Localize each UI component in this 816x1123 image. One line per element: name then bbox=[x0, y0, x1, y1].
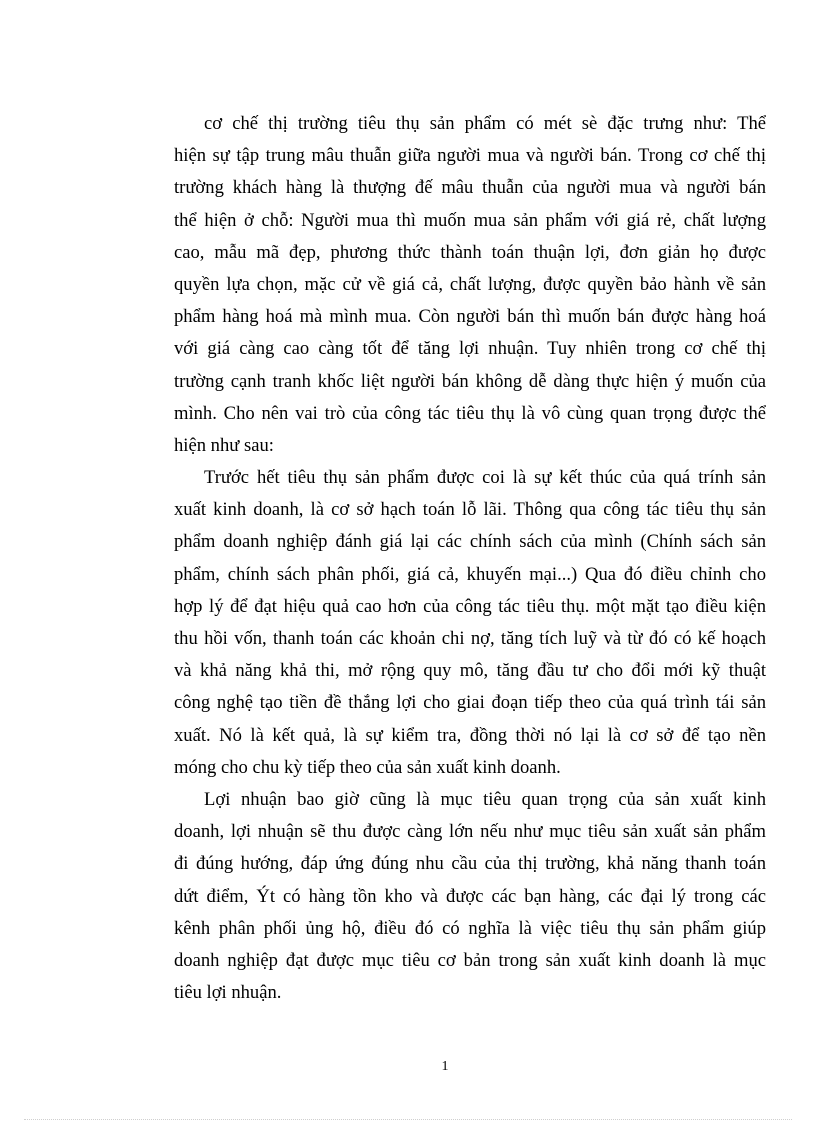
paragraph bbox=[174, 108, 766, 462]
body-text bbox=[174, 108, 766, 1009]
text-line: móng cho chu kỳ tiếp theo của sản xuất kinh doanh. bbox=[174, 756, 561, 778]
text-line: thu hồi vốn, thanh toán các khoản chi nợ, tăng tích luỹ và từ đó có kế hoạch bbox=[174, 628, 766, 649]
text-line: cao, mẫu mã đẹp, phương thức thành toán thuận lợi, đơn giản họ được bbox=[174, 241, 766, 263]
text-line: công nghệ tạo tiền đề thắng lợi cho giai đoạn tiếp theo của quá trình tái sản bbox=[174, 692, 766, 714]
text-line: Lợi nhuận bao giờ cũng là mục tiêu quan trọng của sản xuất kinh bbox=[204, 788, 766, 810]
text-line: trường cạnh tranh khốc liệt người bán không dễ dàng thực hiện ý muốn của bbox=[174, 370, 766, 392]
text-line: tiêu lợi nhuận. bbox=[174, 982, 282, 1004]
paragraph bbox=[174, 462, 766, 784]
text-line: Trước hết tiêu thụ sản phẩm được coi là sự kết thúc của quá trính sản bbox=[204, 467, 766, 489]
text-line: phẩm doanh nghiệp đánh giá lại các chính sách của mình (Chính sách sản bbox=[174, 531, 766, 553]
text-line: hiện như sau: bbox=[174, 434, 274, 456]
text-line: trường khách hàng là thượng đế mâu thuẫn của người mua và người bán bbox=[174, 177, 766, 199]
text-line: xuất kinh doanh, là cơ sở hạch toán lỗ lãi. Thông qua công tác tiêu thụ sản bbox=[174, 499, 766, 521]
text-line: phẩm hàng hoá mà mình mua. Còn người bán thì muốn bán được hàng hoá bbox=[174, 306, 766, 328]
text-line: phẩm, chính sách phân phối, giá cả, khuyến mại...) Qua đó điều chỉnh cho bbox=[174, 563, 766, 585]
text-line: mình. Cho nên vai trò của công tác tiêu thụ là vô cùng quan trọng được thể bbox=[174, 402, 766, 424]
text-line: và khả năng khả thi, mở rộng quy mô, tăng đầu tư cho đổi mới kỹ thuật bbox=[174, 660, 766, 682]
text-line: với giá càng cao càng tốt để tăng lợi nhuận. Tuy nhiên trong cơ chế thị bbox=[174, 338, 766, 360]
text-line: đi đúng hướng, đáp ứng đúng nhu cầu của thị trường, khả năng thanh toán bbox=[174, 853, 766, 875]
text-line: doanh nghiệp đạt được mục tiêu cơ bản trong sản xuất kinh doanh là mục bbox=[174, 949, 766, 971]
text-line: xuất. Nó là kết quả, là sự kiểm tra, đồng thời nó lại là cơ sở để tạo nền bbox=[174, 724, 766, 746]
text-line: cơ chế thị trường tiêu thụ sản phẩm có mét sè đặc trưng như: Thể bbox=[204, 113, 766, 134]
text-line: hiện sự tập trung mâu thuẫn giữa người mua và người bán. Trong cơ chế thị bbox=[174, 145, 766, 167]
text-line: hợp lý để đạt hiệu quả cao hơn của công tác tiêu thụ. một mặt tạo điều kiện bbox=[174, 595, 766, 617]
paragraph bbox=[174, 784, 766, 1009]
text-line: dứt điểm, Ýt có hàng tồn kho và được các bạn hàng, các đại lý trong các bbox=[174, 885, 766, 907]
text-line: kênh phân phối ủng hộ, điều đó có nghĩa là việc tiêu thụ sản phẩm giúp bbox=[174, 917, 766, 939]
text-line: quyền lựa chọn, mặc cử về giá cả, chất lượng, được quyền bảo hành về sản bbox=[174, 273, 766, 295]
page-bottom-edge bbox=[24, 1119, 792, 1120]
page-number: 1 bbox=[441, 1059, 449, 1074]
text-line: doanh, lợi nhuận sẽ thu được càng lớn nếu như mục tiêu sản xuất sản phẩm bbox=[174, 821, 766, 843]
text-line: thể hiện ở chỗ: Người mua thì muốn mua sản phẩm với giá rẻ, chất lượng bbox=[174, 209, 766, 231]
